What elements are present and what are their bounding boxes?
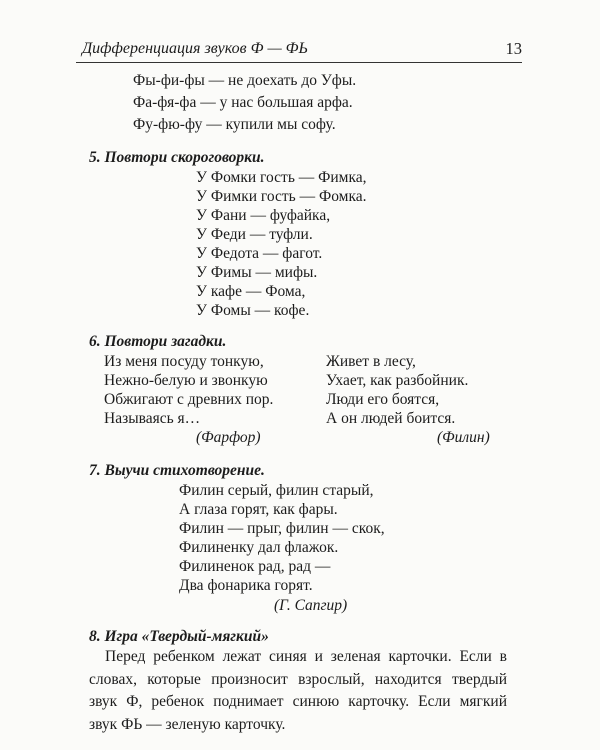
section-8-heading: 8. Игра «Твердый-мягкий» <box>89 628 269 645</box>
header-title: Дифференциация звуков Ф — ФЬ <box>82 40 308 57</box>
riddle-1-line: Называясь я… <box>104 410 201 427</box>
riddle-1-line: Обжигают с древних пор. <box>104 391 274 408</box>
intro-line: Фа-фя-фа — у нас большая арфа. <box>133 94 353 111</box>
riddle-1-line: Нежно-белую и звонкую <box>104 372 268 389</box>
tongue-twister-line: У кафе — Фома, <box>196 283 306 300</box>
tongue-twister-line: У Фомы — кофе. <box>196 302 310 319</box>
riddle-2-line: Люди его боятся, <box>326 391 440 408</box>
riddle-2-line: Ухает, как разбойник. <box>326 372 469 389</box>
riddle-1-line: Из меня посуду тонкую, <box>104 353 264 370</box>
poem-line: Два фонарика горят. <box>179 577 313 594</box>
poem-author: (Г. Сапгир) <box>274 597 348 614</box>
riddle-1-answer: (Фарфор) <box>196 429 261 446</box>
intro-line: Фы-фи-фы — не доехать до Уфы. <box>133 72 357 89</box>
poem-line: Филин серый, филин старый, <box>179 482 374 499</box>
section-7-heading: 7. Выучи стихотворение. <box>89 462 265 479</box>
tongue-twister-line: У Фомки гость — Фимка, <box>196 169 367 186</box>
page-number: 13 <box>505 39 522 58</box>
riddle-2-line: Живет в лесу, <box>326 353 416 370</box>
game-instructions <box>89 646 507 736</box>
poem-line: А глаза горят, как фары. <box>179 501 338 518</box>
tongue-twister-line: У Фимки гость — Фомка. <box>196 188 367 205</box>
riddle-2-line: А он людей боится. <box>326 410 456 427</box>
section-6-heading: 6. Повтори загадки. <box>89 333 227 350</box>
paragraph-line: словах, которые произносит взрослый, находится твердый <box>89 670 507 688</box>
paragraph-line: звук Ф, ребенок поднимает синюю карточку. Если мягкий <box>89 693 507 711</box>
poem-line: Филин — прыг, филин — скок, <box>179 520 385 537</box>
riddle-2-answer: (Филин) <box>437 429 490 446</box>
poem-line: Филиненок рад, рад — <box>179 558 331 575</box>
tongue-twister-line: У Федота — фагот. <box>196 245 323 262</box>
paragraph-line: звук ФЬ — зеленую карточку. <box>89 715 286 733</box>
intro-line: Фу-фю-фу — купили мы софу. <box>133 116 336 133</box>
running-header <box>76 38 522 63</box>
paragraph-line: Перед ребенком лежат синяя и зеленая карточки. Если в <box>105 648 507 665</box>
tongue-twister-line: У Фимы — мифы. <box>196 264 318 281</box>
tongue-twister-line: У Фани — фуфайка, <box>196 207 331 224</box>
poem-line: Филиненку дал флажок. <box>179 539 339 556</box>
section-5-heading: 5. Повтори скороговорки. <box>89 149 265 166</box>
tongue-twister-line: У Феди — туфли. <box>196 226 313 243</box>
